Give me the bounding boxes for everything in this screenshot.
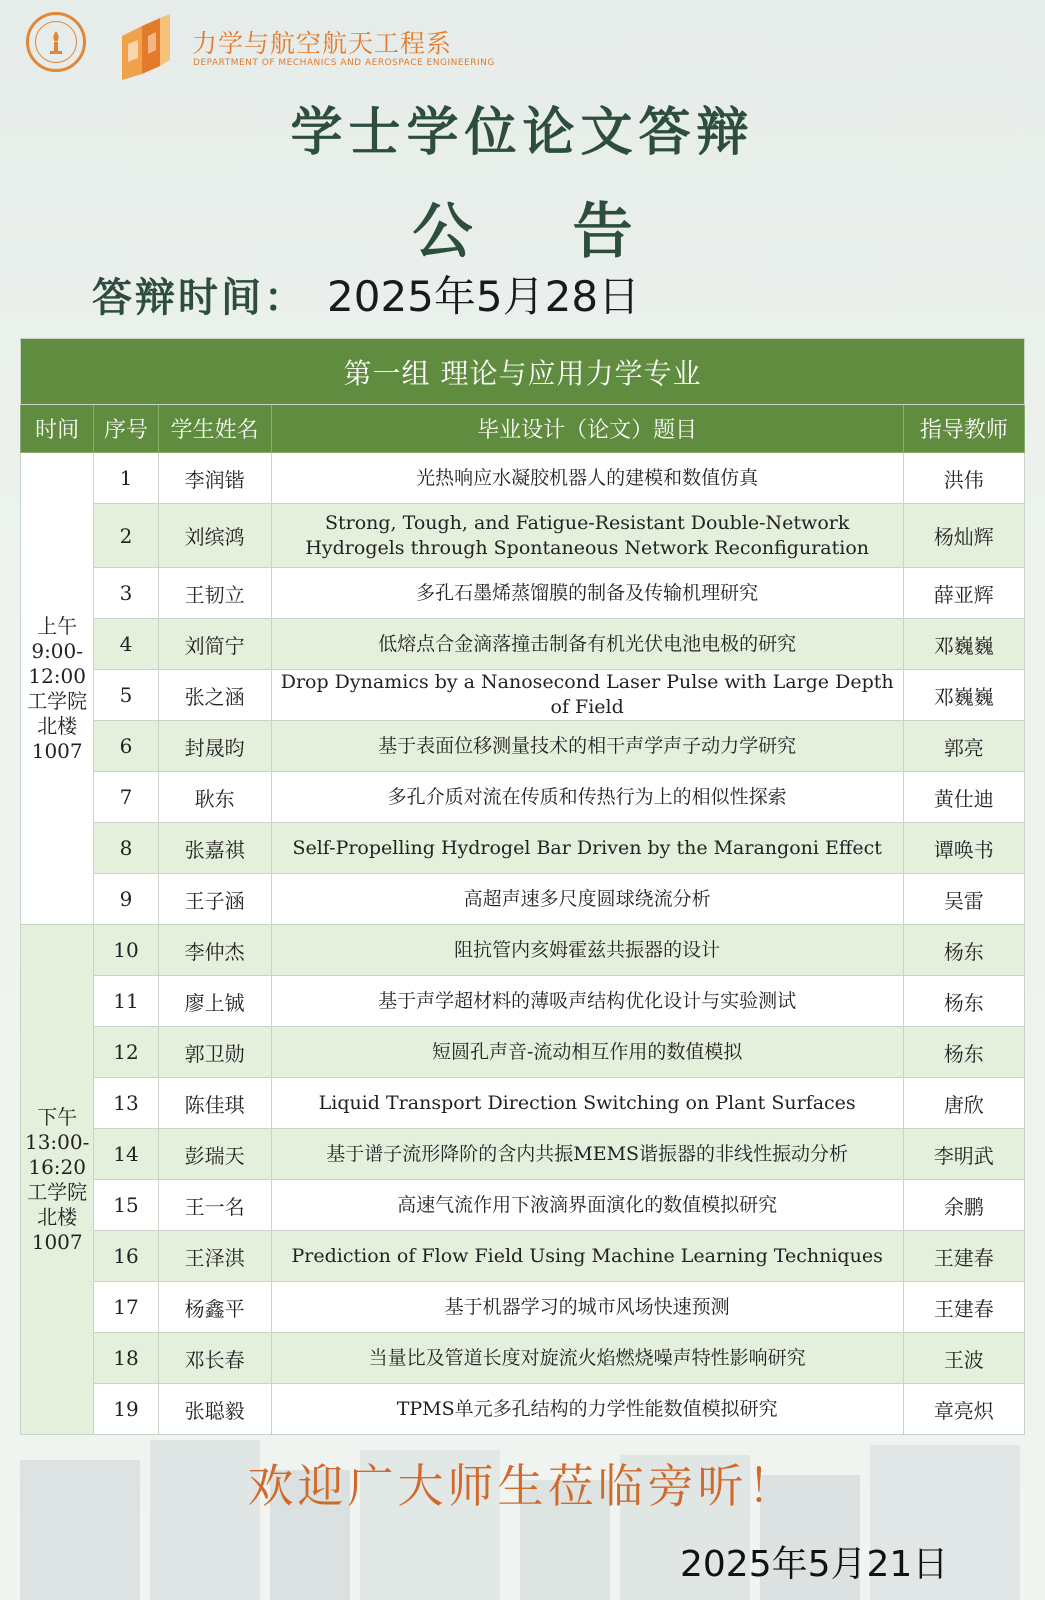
- advisor-name: 杨东: [903, 1027, 1024, 1078]
- row-number: 5: [94, 670, 158, 721]
- thesis-topic: 基于谱子流形降阶的含内共振MEMS谐振器的非线性振动分析: [271, 1129, 903, 1180]
- thesis-topic: 短圆孔声音-流动相互作用的数值模拟: [271, 1027, 903, 1078]
- thesis-topic: 基于机器学习的城市风场快速预测: [271, 1282, 903, 1333]
- student-name: 王子涵: [158, 874, 271, 925]
- table-row: [21, 1333, 1025, 1384]
- student-name: 张聪毅: [158, 1384, 271, 1435]
- defense-time-label: 答辩时间：: [92, 275, 307, 321]
- student-name: 邓长春: [158, 1333, 271, 1384]
- advisor-name: 杨东: [903, 925, 1024, 976]
- row-number: 10: [94, 925, 158, 976]
- row-number: 8: [94, 823, 158, 874]
- page-title: 学士学位论文答辩: [290, 103, 755, 163]
- student-name: 王韧立: [158, 568, 271, 619]
- session-time-afternoon: [21, 925, 94, 1435]
- session-line: 工学院: [27, 688, 88, 713]
- table-row: [21, 925, 1025, 976]
- row-number: 3: [94, 568, 158, 619]
- row-number: 2: [94, 504, 158, 568]
- advisor-name: 章亮炽: [903, 1384, 1024, 1435]
- column-header-time: 时间: [21, 405, 94, 453]
- advisor-name: 唐欣: [903, 1078, 1024, 1129]
- table-row: [21, 823, 1025, 874]
- student-name: 陈佳琪: [158, 1078, 271, 1129]
- thesis-topic: Prediction of Flow Field Using Machine Learning Techniques: [271, 1231, 903, 1282]
- advisor-name: 邓巍巍: [903, 619, 1024, 670]
- advisor-name: 王波: [903, 1333, 1024, 1384]
- column-header-row: [21, 405, 1025, 453]
- student-name: 李润锴: [158, 453, 271, 504]
- session-line: 北楼: [37, 713, 78, 738]
- advisor-name: 郭亮: [903, 721, 1024, 772]
- session-line: 工学院: [27, 1179, 88, 1204]
- student-name: 王一名: [158, 1180, 271, 1231]
- department-name-cn: 力学与航空航天工程系: [192, 29, 453, 58]
- defense-time-value: 2025年5月28日: [327, 272, 641, 321]
- issue-date: 2025年5月21日: [680, 1544, 949, 1585]
- thesis-topic: 多孔介质对流在传质和传热行为上的相似性探索: [271, 772, 903, 823]
- student-name: 刘简宁: [158, 619, 271, 670]
- table-row: [21, 1384, 1025, 1435]
- advisor-name: 李明武: [903, 1129, 1024, 1180]
- thesis-topic: 高超声速多尺度圆球绕流分析: [271, 874, 903, 925]
- session-line: 9:00-: [31, 638, 84, 663]
- thesis-topic: 多孔石墨烯蒸馏膜的制备及传输机理研究: [271, 568, 903, 619]
- defense-datetime: [92, 264, 640, 324]
- column-header-topic: 毕业设计（论文）题目: [271, 405, 903, 453]
- student-name: 耿东: [158, 772, 271, 823]
- page-subtitle: 公告: [412, 197, 733, 267]
- table-row: [21, 1027, 1025, 1078]
- column-header-advisor: 指导教师: [903, 405, 1024, 453]
- row-number: 16: [94, 1231, 158, 1282]
- university-seal-icon: [26, 12, 86, 72]
- advisor-name: 王建春: [903, 1231, 1024, 1282]
- student-name: 彭瑞天: [158, 1129, 271, 1180]
- row-number: 15: [94, 1180, 158, 1231]
- defense-schedule-table: [20, 338, 1025, 1435]
- row-number: 18: [94, 1333, 158, 1384]
- thesis-topic: 基于表面位移测量技术的相干声学声子动力学研究: [271, 721, 903, 772]
- row-number: 1: [94, 453, 158, 504]
- session-line: 1007: [31, 1229, 83, 1254]
- thesis-topic: 高速气流作用下液滴界面演化的数值模拟研究: [271, 1180, 903, 1231]
- table-row: [21, 1180, 1025, 1231]
- session-line: 上午: [37, 613, 78, 638]
- session-line: 北楼: [37, 1204, 78, 1229]
- thesis-topic: 光热响应水凝胶机器人的建模和数值仿真: [271, 453, 903, 504]
- advisor-name: 谭唤书: [903, 823, 1024, 874]
- advisor-name: 杨灿辉: [903, 504, 1024, 568]
- table-row: [21, 504, 1025, 568]
- student-name: 廖上铖: [158, 976, 271, 1027]
- thesis-topic: Self-Propelling Hydrogel Bar Driven by the Marangoni Effect: [271, 823, 903, 874]
- thesis-topic: 阻抗管内亥姆霍兹共振器的设计: [271, 925, 903, 976]
- advisor-name: 余鹏: [903, 1180, 1024, 1231]
- row-number: 4: [94, 619, 158, 670]
- row-number: 17: [94, 1282, 158, 1333]
- table-row: [21, 721, 1025, 772]
- row-number: 12: [94, 1027, 158, 1078]
- department-logo-icon: [120, 14, 172, 80]
- table-row: [21, 1231, 1025, 1282]
- session-line: 12:00: [28, 663, 86, 688]
- row-number: 13: [94, 1078, 158, 1129]
- student-name: 封晟昀: [158, 721, 271, 772]
- session-line: 16:20: [28, 1154, 86, 1179]
- table-row: [21, 874, 1025, 925]
- thesis-topic: Strong, Tough, and Fatigue-Resistant Double-Network Hydrogels through Spontaneous Network Reconfiguration: [271, 504, 903, 568]
- table-row: [21, 670, 1025, 721]
- thesis-topic: 基于声学超材料的薄吸声结构优化设计与实验测试: [271, 976, 903, 1027]
- thesis-topic: 当量比及管道长度对旋流火焰燃烧噪声特性影响研究: [271, 1333, 903, 1384]
- row-number: 9: [94, 874, 158, 925]
- table-row: [21, 1078, 1025, 1129]
- student-name: 张嘉祺: [158, 823, 271, 874]
- session-line: 13:00-: [24, 1129, 90, 1154]
- advisor-name: 杨东: [903, 976, 1024, 1027]
- student-name: 张之涵: [158, 670, 271, 721]
- thesis-topic: Liquid Transport Direction Switching on Plant Surfaces: [271, 1078, 903, 1129]
- student-name: 郭卫勋: [158, 1027, 271, 1078]
- advisor-name: 邓巍巍: [903, 670, 1024, 721]
- advisor-name: 洪伟: [903, 453, 1024, 504]
- student-name: 刘缤鸿: [158, 504, 271, 568]
- department-name-en: DEPARTMENT OF MECHANICS AND AEROSPACE ENGINEERING: [193, 58, 495, 68]
- header: [0, 0, 1045, 100]
- group-title: 第一组 理论与应用力学专业: [21, 339, 1025, 405]
- advisor-name: 黄仕迪: [903, 772, 1024, 823]
- advisor-name: 吴雷: [903, 874, 1024, 925]
- student-name: 李仲杰: [158, 925, 271, 976]
- row-number: 14: [94, 1129, 158, 1180]
- table-row: [21, 453, 1025, 504]
- row-number: 7: [94, 772, 158, 823]
- session-line: 下午: [37, 1104, 78, 1129]
- table-row: [21, 1282, 1025, 1333]
- session-time-morning: [21, 453, 94, 925]
- row-number: 11: [94, 976, 158, 1027]
- welcome-message: 欢迎广大师生莅临旁听！: [247, 1459, 798, 1513]
- table-row: [21, 619, 1025, 670]
- student-name: 王泽淇: [158, 1231, 271, 1282]
- table-row: [21, 1129, 1025, 1180]
- advisor-name: 王建春: [903, 1282, 1024, 1333]
- table-row: [21, 772, 1025, 823]
- advisor-name: 薛亚辉: [903, 568, 1024, 619]
- table-row: [21, 568, 1025, 619]
- thesis-topic: TPMS单元多孔结构的力学性能数值模拟研究: [271, 1384, 903, 1435]
- table-row: [21, 976, 1025, 1027]
- thesis-topic: Drop Dynamics by a Nanosecond Laser Pulse with Large Depth of Field: [271, 670, 903, 721]
- row-number: 6: [94, 721, 158, 772]
- session-line: 1007: [31, 738, 83, 763]
- thesis-topic: 低熔点合金滴落撞击制备有机光伏电池电极的研究: [271, 619, 903, 670]
- student-name: 杨鑫平: [158, 1282, 271, 1333]
- column-header-student: 学生姓名: [158, 405, 271, 453]
- row-number: 19: [94, 1384, 158, 1435]
- column-header-no: 序号: [94, 405, 158, 453]
